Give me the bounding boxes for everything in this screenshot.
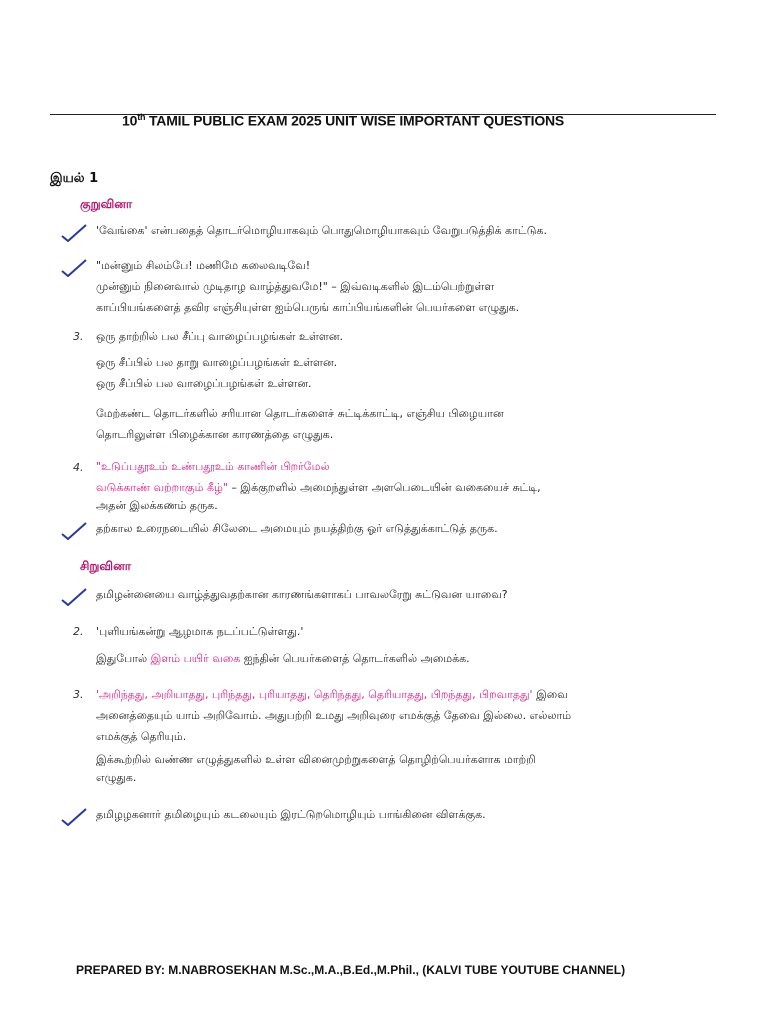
medium-question-3-line-5: எழுதுக. (96, 771, 137, 784)
short-question-3-number: 3. (73, 330, 84, 343)
tick-mark-icon (60, 588, 88, 606)
short-question-4-number: 4. (73, 461, 84, 474)
medium-question-1: தமிழன்னையை வாழ்த்துவதற்கான காரணங்களாகப் பாவலரேறு சுட்டுவன யாவை? (96, 588, 508, 601)
tick-mark-icon (60, 522, 88, 540)
medium-answer-heading: சிறுவினா (80, 559, 131, 573)
short-question-2-line-1: "மன்னும் சிலம்பே! மணிமே கலைவடிவே! (96, 259, 311, 272)
short-question-4-quote-1: "உடுப்பதூஉம் உண்பதூஉம் காணின் பிறர்மேல் (96, 460, 330, 473)
short-question-4-line-2: வடுக்காண் வற்றாகும் கீழ்" – இக்குறளில் அமைந்துள்ள அளபெடையின் வகையைச் சுட்டி, (96, 481, 541, 494)
medium-question-3-line-4: இக்கூற்றில் வண்ண எழுத்துகளில் உள்ள வினைமுற்றுகளைத் தொழிற்பெயர்களாக மாற்றி (96, 753, 536, 766)
tick-mark-icon (60, 224, 88, 242)
tick-mark-icon (60, 259, 88, 277)
medium-question-4: தமிழழகனார் தமிழையும் கடலையும் இரட்டுறமொழியும் பாங்கினை விளக்குக. (96, 808, 486, 821)
short-question-3-line-2: ஒரு சீப்பில் பல தாறு வாழைப்பழங்கள் உள்ளன. (96, 356, 338, 369)
short-question-3-line-1: ஒரு தாற்றில் பல சீப்பு வாழைப்பழங்கள் உள்ளன. (96, 330, 344, 343)
medium-question-3-line-2: அனைத்தையும் யாம் அறிவோம். அதுபற்றி உமது அறிவுரை எமக்குத் தேவை இல்லை. எல்லாம் (96, 709, 572, 722)
medium-question-3-line-1: 'அறிந்தது, அறியாதது, புரிந்தது, புரியாதது, தெரிந்தது, தெரியாதது, பிறந்தது, பிறவாதது' இவை (96, 688, 568, 701)
short-question-2-line-3: காப்பியங்களைத் தவிர எஞ்சியுள்ள ஐம்பெருங் காப்பியங்களின் பெயர்களை எழுதுக. (96, 301, 520, 314)
medium-question-2-line-2: இதுபோல் இளம் பயிர் வகை ஐந்தின் பெயர்களைத் தொடர்களில் அமைக்க. (96, 652, 470, 665)
unit-heading: இயல் 1 (50, 171, 99, 186)
page-title: 10th TAMIL PUBLIC EXAM 2025 UNIT WISE IMPORTANT QUESTIONS (122, 112, 565, 129)
short-question-5: தற்கால உரைநடையில் சிலேடை அமையும் நயத்திற்கு ஓர் எடுத்துக்காட்டுத் தருக. (96, 522, 498, 535)
medium-question-2-line-1: 'புளியங்கன்று ஆழமாக நடப்பட்டுள்ளது.' (96, 625, 304, 638)
medium-question-3-number: 3. (73, 688, 84, 701)
short-question-1: 'வேங்கை' என்பதைத் தொடர்மொழியாகவும் பொதுமொழியாகவும் வேறுபடுத்திக் காட்டுக. (96, 224, 547, 237)
short-question-3-line-5: தொடரிலுள்ள பிழைக்கான காரணத்தை எழுதுக. (96, 428, 334, 441)
medium-question-2-number: 2. (73, 625, 84, 638)
short-question-3-line-4: மேற்கண்ட தொடர்களில் சரியான தொடர்களைச் சுட்டிக்காட்டி, எஞ்சிய பிழையான (96, 407, 504, 420)
short-question-3-line-3: ஒரு சீப்பில் பல வாழைப்பழங்கள் உள்ளன. (96, 377, 312, 390)
medium-question-3-line-3: எமக்குத் தெரியும். (96, 730, 187, 743)
footer-credit: PREPARED BY: M.NABROSEKHAN M.Sc.,M.A.,B.Ed.,M.Phil., (KALVI TUBE YOUTUBE CHANNEL) (76, 963, 626, 977)
tick-mark-icon (60, 808, 88, 826)
short-question-2-line-2: முன்னும் நினைவால் முடிதாழ வாழ்த்துவமே!" – இவ்வடிகளில் இடம்பெற்றுள்ள (96, 280, 495, 293)
short-answer-heading: குறுவினா (80, 197, 133, 211)
short-question-4-line-3: அதன் இலக்கணம் தருக. (96, 499, 218, 512)
